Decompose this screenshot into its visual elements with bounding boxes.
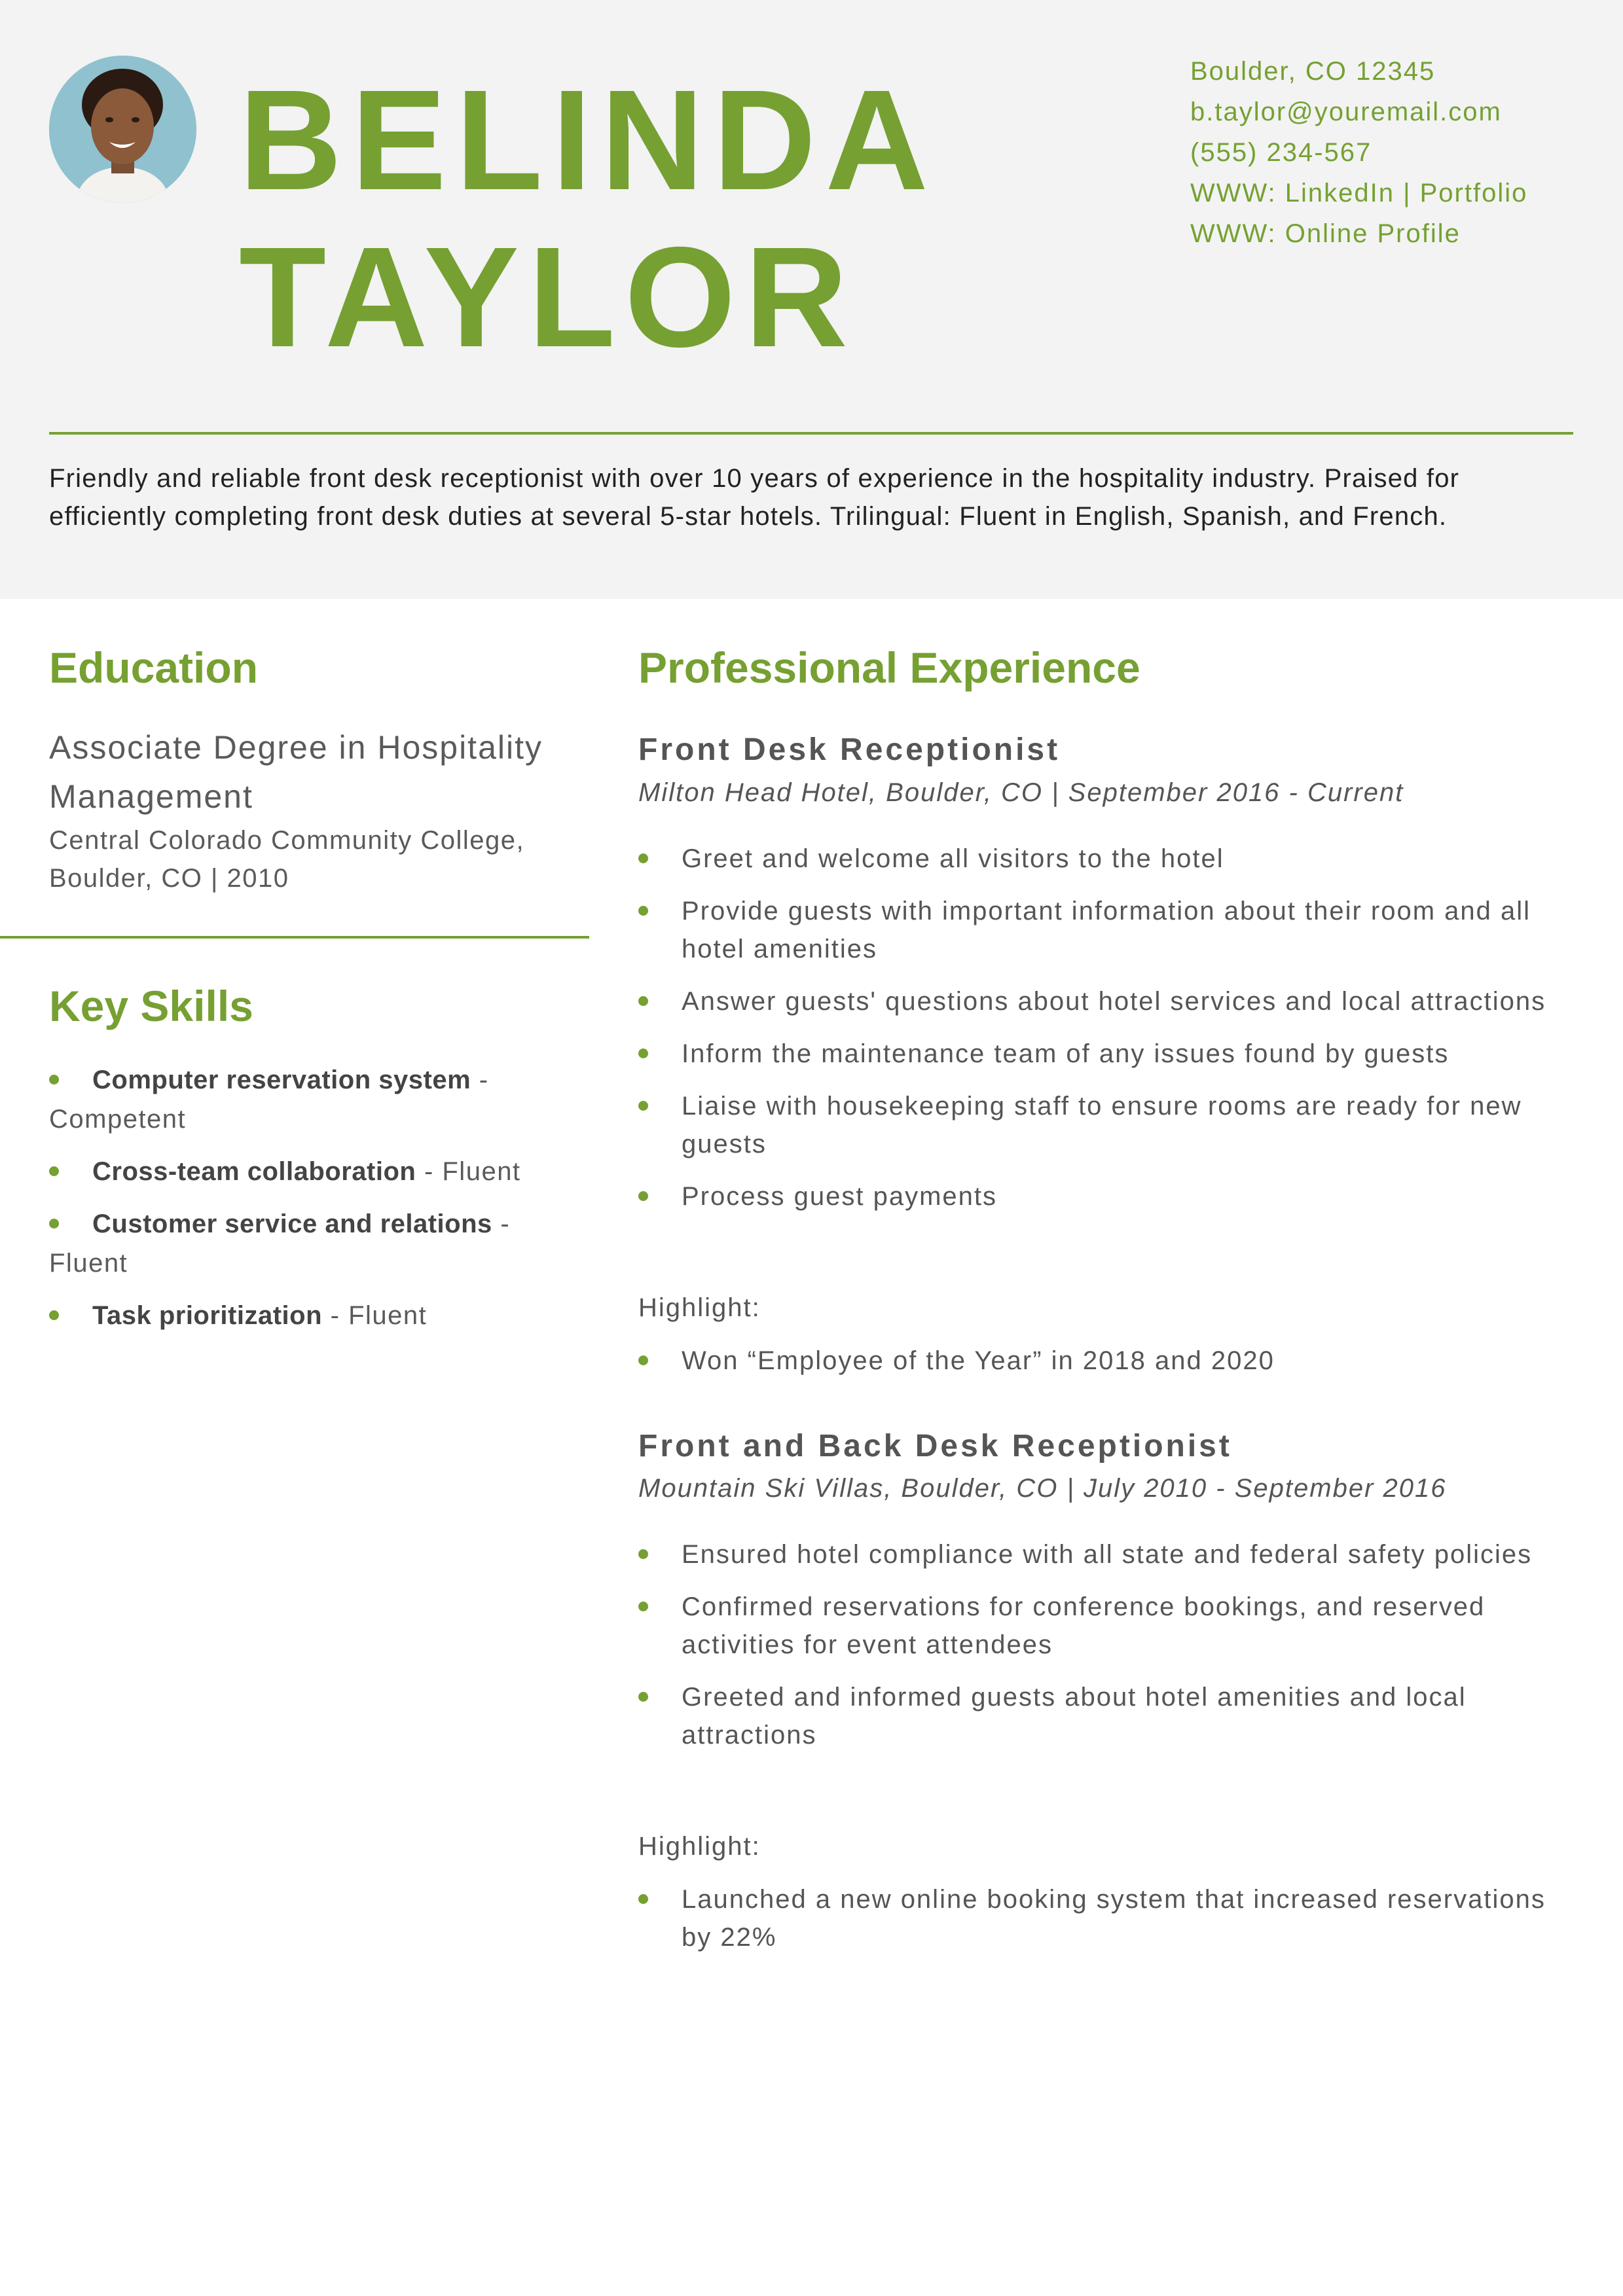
bullet-icon [49, 1166, 59, 1176]
skill-name: Task prioritization [92, 1301, 323, 1330]
contact-location: Boulder, CO 12345 [1190, 57, 1436, 86]
skills-list [49, 1060, 593, 1348]
job-meta: Mountain Ski Villas, Boulder, CO | July 2010 - September 2016 [638, 1474, 1447, 1503]
contact-profile[interactable]: WWW: Online Profile [1190, 219, 1461, 248]
duty-item [638, 1177, 1575, 1215]
duty-text: Greeted and informed guests about hotel amenities and local attractions [682, 1683, 1467, 1749]
highlight-item [638, 1342, 1575, 1380]
job-title: Front Desk Receptionist [638, 732, 1061, 767]
bullet-icon [49, 1075, 59, 1085]
job-title: Front and Back Desk Receptionist [638, 1429, 1232, 1463]
bullet-icon [638, 1692, 648, 1702]
skill-name: Computer reservation system [92, 1066, 471, 1094]
duty-item [638, 1087, 1575, 1163]
skill-item [49, 1152, 593, 1191]
bullet-icon [49, 1219, 59, 1229]
duty-item [638, 1535, 1575, 1573]
skill-level: - Fluent [416, 1157, 521, 1186]
bullet-icon [638, 1191, 648, 1201]
bullet-icon [638, 1602, 648, 1611]
duty-text: Ensured hotel compliance with all state and federal safety policies [682, 1540, 1533, 1569]
duty-text: Process guest payments [682, 1182, 997, 1211]
bullet-icon [638, 1355, 648, 1365]
duty-text: Confirmed reservations for conference bookings, and reserved activities for event attendees [682, 1592, 1486, 1659]
bullet-icon [638, 1049, 648, 1058]
highlight-list [638, 1342, 1575, 1394]
skills-heading: Key Skills [49, 982, 253, 1030]
header-divider [49, 432, 1573, 435]
bullet-icon [49, 1310, 59, 1320]
skill-level: - Competent [49, 1066, 489, 1134]
skill-level: - Fluent [322, 1301, 428, 1330]
skill-level: - Fluent [49, 1210, 511, 1278]
bullet-icon [638, 853, 648, 863]
education-school: Central Colorado Community College, Boulder, CO | 2010 [49, 826, 525, 893]
highlight-item [638, 1880, 1575, 1956]
last-name: TAYLOR [239, 218, 857, 377]
skill-name: Cross-team collaboration [92, 1157, 416, 1186]
bullet-icon [638, 1549, 648, 1559]
duty-item [638, 982, 1575, 1020]
duty-text: Greet and welcome all visitors to the hotel [682, 844, 1224, 873]
highlight-list [638, 1880, 1575, 1971]
duty-text: Inform the maintenance team of any issues found by guests [682, 1039, 1450, 1068]
bullet-icon [638, 1894, 648, 1904]
duty-item [638, 892, 1575, 968]
first-name: BELINDA [239, 61, 938, 220]
skill-item [49, 1296, 593, 1335]
bullet-icon [638, 996, 648, 1006]
duty-text: Liaise with housekeeping staff to ensure rooms are ready for new guests [682, 1092, 1522, 1158]
bullet-icon [638, 1101, 648, 1111]
highlight-text: Won “Employee of the Year” in 2018 and 2020 [682, 1346, 1275, 1375]
education-heading: Education [49, 643, 259, 692]
portrait-image [49, 56, 196, 203]
skill-item [49, 1060, 593, 1139]
job-duties-list [638, 840, 1575, 1230]
highlight-label: Highlight: [638, 1832, 761, 1861]
experience-heading: Professional Experience [638, 643, 1140, 692]
contact-links[interactable]: WWW: LinkedIn | Portfolio [1190, 179, 1528, 207]
duty-item [638, 1588, 1575, 1664]
contact-phone: (555) 234-567 [1190, 138, 1372, 167]
skill-name: Customer service and relations [92, 1210, 492, 1238]
bullet-icon [638, 906, 648, 916]
highlight-label: Highlight: [638, 1293, 761, 1322]
job-meta: Milton Head Hotel, Boulder, CO | September 2016 - Current [638, 778, 1404, 807]
duty-text: Provide guests with important information about their room and all hotel amenities [682, 897, 1531, 963]
contact-info [1190, 51, 1527, 254]
job-duties-list [638, 1535, 1575, 1768]
left-column-divider [0, 936, 589, 939]
avatar [49, 56, 196, 203]
candidate-name [239, 62, 938, 376]
duty-item [638, 1678, 1575, 1754]
summary: Friendly and reliable front desk receptionist with over 10 years of experience in the hospitality industry. Praised for efficiently completing front desk duties at several 5-star hotels. Trilingual: Fluent in English, Spanish, and French. [49, 464, 1460, 531]
highlight-text: Launched a new online booking system that increased reservations by 22% [682, 1885, 1546, 1952]
duty-item [638, 840, 1575, 878]
duty-item [638, 1035, 1575, 1073]
contact-email[interactable]: b.taylor@youremail.com [1190, 98, 1502, 126]
education-degree: Associate Degree in Hospitality Management [49, 729, 543, 815]
duty-text: Answer guests' questions about hotel services and local attractions [682, 987, 1546, 1016]
skill-item [49, 1204, 593, 1283]
